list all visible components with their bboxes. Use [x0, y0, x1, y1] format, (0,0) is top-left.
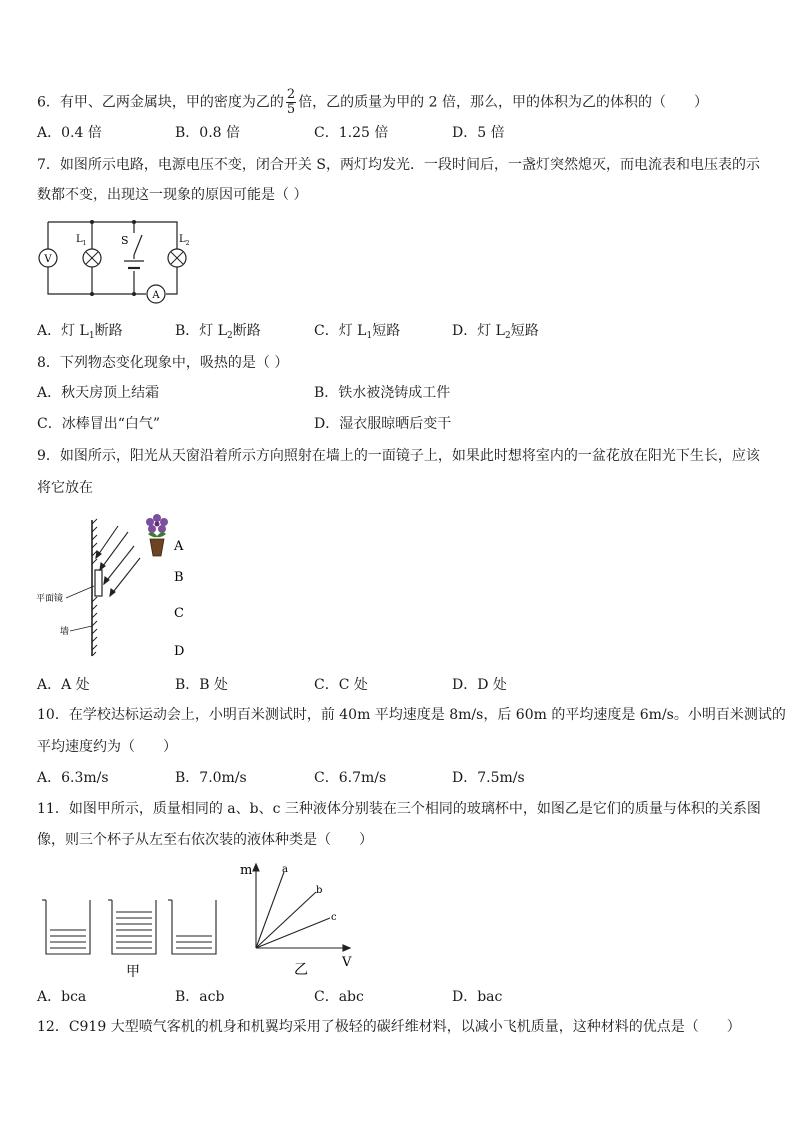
q6-option-d[interactable]: D．5 倍	[452, 125, 505, 141]
flower-pot-icon	[146, 514, 168, 556]
q12-stem: 12．C919 大型喷气客机的机身和机翼均采用了极轻的碳纤维材料，以减小飞机质量，这种材料的优点是（ ）	[37, 1019, 741, 1035]
position-d-label: D	[174, 644, 185, 659]
q8-option-c[interactable]: C．冰棒冒出“白气”	[37, 416, 161, 432]
q10-option-b[interactable]: B．7.0m/s	[175, 770, 247, 786]
q8-stem: 8．下列物态变化现象中，吸热的是（ ）	[37, 355, 289, 371]
voltmeter-label: V	[44, 254, 52, 265]
q6-frac-den: 5	[286, 102, 296, 117]
position-b-label: B	[174, 570, 184, 585]
line-c	[256, 918, 330, 948]
q10-stem-line1: 10．在学校达标运动会上，小明百米测试时，前 40m 平均速度是 8m/s，后 60m 的平均速度是 6m/s。小明百米测试的	[37, 707, 786, 723]
battery-icon	[124, 259, 144, 271]
q7-option-d-post: 短路	[510, 323, 539, 339]
q11-mass-volume-graph	[232, 860, 352, 980]
q10-option-c[interactable]: C．6.7m/s	[314, 770, 387, 786]
q11-stem-line2: 像，则三个杯子从左至右依次装的液体种类是（ ）	[37, 832, 373, 848]
line-a	[256, 872, 284, 948]
figure-yi-label: 乙	[294, 962, 308, 978]
q9-mirror-diagram	[34, 510, 214, 670]
line-b-label: b	[316, 885, 323, 896]
q7-option-a[interactable]	[37, 322, 123, 345]
lamp-l1-sub: 1	[82, 240, 87, 247]
lamp-l2-icon	[168, 234, 190, 267]
q7-option-d-text: D．灯 L	[452, 323, 505, 339]
q11-stem-line1: 11．如图甲所示，质量相同的 a、b、c 三种液体分别装在三个相同的玻璃杯中，如图乙是它们的质量与体积的关系图	[37, 801, 761, 817]
switch-icon	[121, 233, 142, 255]
q10-option-d[interactable]: D．7.5m/s	[452, 770, 525, 786]
q10-option-a[interactable]: A．6.3m/s	[37, 770, 109, 786]
q9-option-d[interactable]: D．D 处	[452, 677, 507, 693]
cup-3-icon	[168, 900, 216, 954]
q7-option-a-text: A．灯 L	[37, 323, 89, 339]
cup-1-icon	[42, 900, 90, 954]
q7-option-c-text: C．灯 L	[314, 323, 367, 339]
mirror-label: 平面镜	[36, 594, 64, 604]
line-b	[256, 892, 316, 948]
mirror-icon	[95, 570, 102, 596]
q6-stem	[37, 88, 708, 117]
q8-option-d[interactable]: D．湿衣服晾晒后变干	[314, 416, 452, 432]
q7-option-d-sub: 2	[504, 331, 511, 341]
ammeter-label: A	[152, 290, 160, 301]
figure-jia-label: 甲	[126, 964, 140, 980]
q11-option-b[interactable]: B．acb	[175, 989, 225, 1005]
wall-label: 墙	[60, 627, 70, 637]
q7-option-c-post: 短路	[372, 323, 401, 339]
q7-option-b[interactable]	[175, 322, 261, 345]
q9-option-b[interactable]: B．B 处	[175, 677, 229, 693]
q6-stem-part1: 6．有甲、乙两金属块，甲的密度为乙的	[37, 94, 284, 111]
q10-stem-line2: 平均速度约为（ ）	[37, 739, 177, 755]
lamp-l1-label: L	[76, 234, 83, 245]
q7-stem-line2: 数都不变，出现这一现象的原因可能是（ ）	[37, 187, 308, 203]
cup-2-icon	[108, 900, 156, 954]
q7-option-a-sub: 1	[88, 331, 95, 341]
q9-stem-line1: 9．如图所示，阳光从天窗沿着所示方向照射在墙上的一面镜子上，如果此时想将室内的一盆花放在阳光下生长，应该	[37, 448, 760, 464]
lamp-l2-label: L	[179, 234, 186, 245]
q7-option-a-post: 断路	[94, 323, 123, 339]
q6-option-c[interactable]: C．1.25 倍	[314, 125, 389, 141]
q7-circuit-diagram	[30, 215, 230, 305]
q7-stem-line1: 7．如图所示电路，电源电压不变，闭合开关 S，两灯均发光．一段时间后，一盏灯突然熄灭，而电流表和电压表的示	[37, 157, 760, 173]
line-a-label: a	[282, 864, 288, 875]
q9-option-a[interactable]: A．A 处	[37, 677, 90, 693]
axis-y-label: m	[240, 863, 253, 878]
q9-stem-line2: 将它放在	[37, 480, 93, 496]
q11-option-c[interactable]: C．abc	[314, 989, 364, 1005]
q8-option-b[interactable]: B．铁水被浇铸成工件	[314, 385, 451, 401]
q6-frac-num: 2	[286, 87, 296, 102]
line-c-label: c	[331, 912, 337, 923]
switch-label: S	[121, 234, 129, 247]
svg-text:L1	[76, 234, 86, 247]
q11-option-d[interactable]: D．bac	[452, 989, 503, 1005]
ammeter-icon	[147, 285, 165, 303]
q6-option-b[interactable]: B．0.8 倍	[175, 125, 241, 141]
svg-text:L2	[179, 234, 190, 247]
q8-option-a[interactable]: A．秋天房顶上结霜	[37, 385, 160, 401]
q7-option-b-sub: 2	[227, 331, 233, 341]
q11-option-a[interactable]: A．bca	[37, 989, 87, 1005]
position-a-label: A	[174, 539, 184, 554]
position-c-label: C	[174, 606, 184, 621]
voltmeter-icon	[39, 249, 57, 267]
lamp-l1-icon	[76, 234, 101, 267]
q6-option-a[interactable]: A．0.4 倍	[37, 125, 102, 141]
q7-option-c-sub: 1	[366, 331, 373, 341]
q9-option-c[interactable]: C．C 处	[314, 677, 368, 693]
q7-option-d[interactable]	[452, 322, 539, 345]
q6-fraction	[286, 88, 296, 117]
q11-cups-diagram	[38, 892, 228, 982]
q7-option-b-text: B．灯 L	[175, 323, 228, 339]
q7-option-c[interactable]	[314, 322, 400, 345]
q7-option-b-post: 断路	[232, 323, 261, 339]
q6-stem-part2: 倍，乙的质量为甲的 2 倍，那么，甲的体积为乙的体积的（ ）	[298, 94, 708, 111]
lamp-l2-sub: 2	[185, 240, 190, 247]
axis-x-label: V	[342, 955, 352, 970]
